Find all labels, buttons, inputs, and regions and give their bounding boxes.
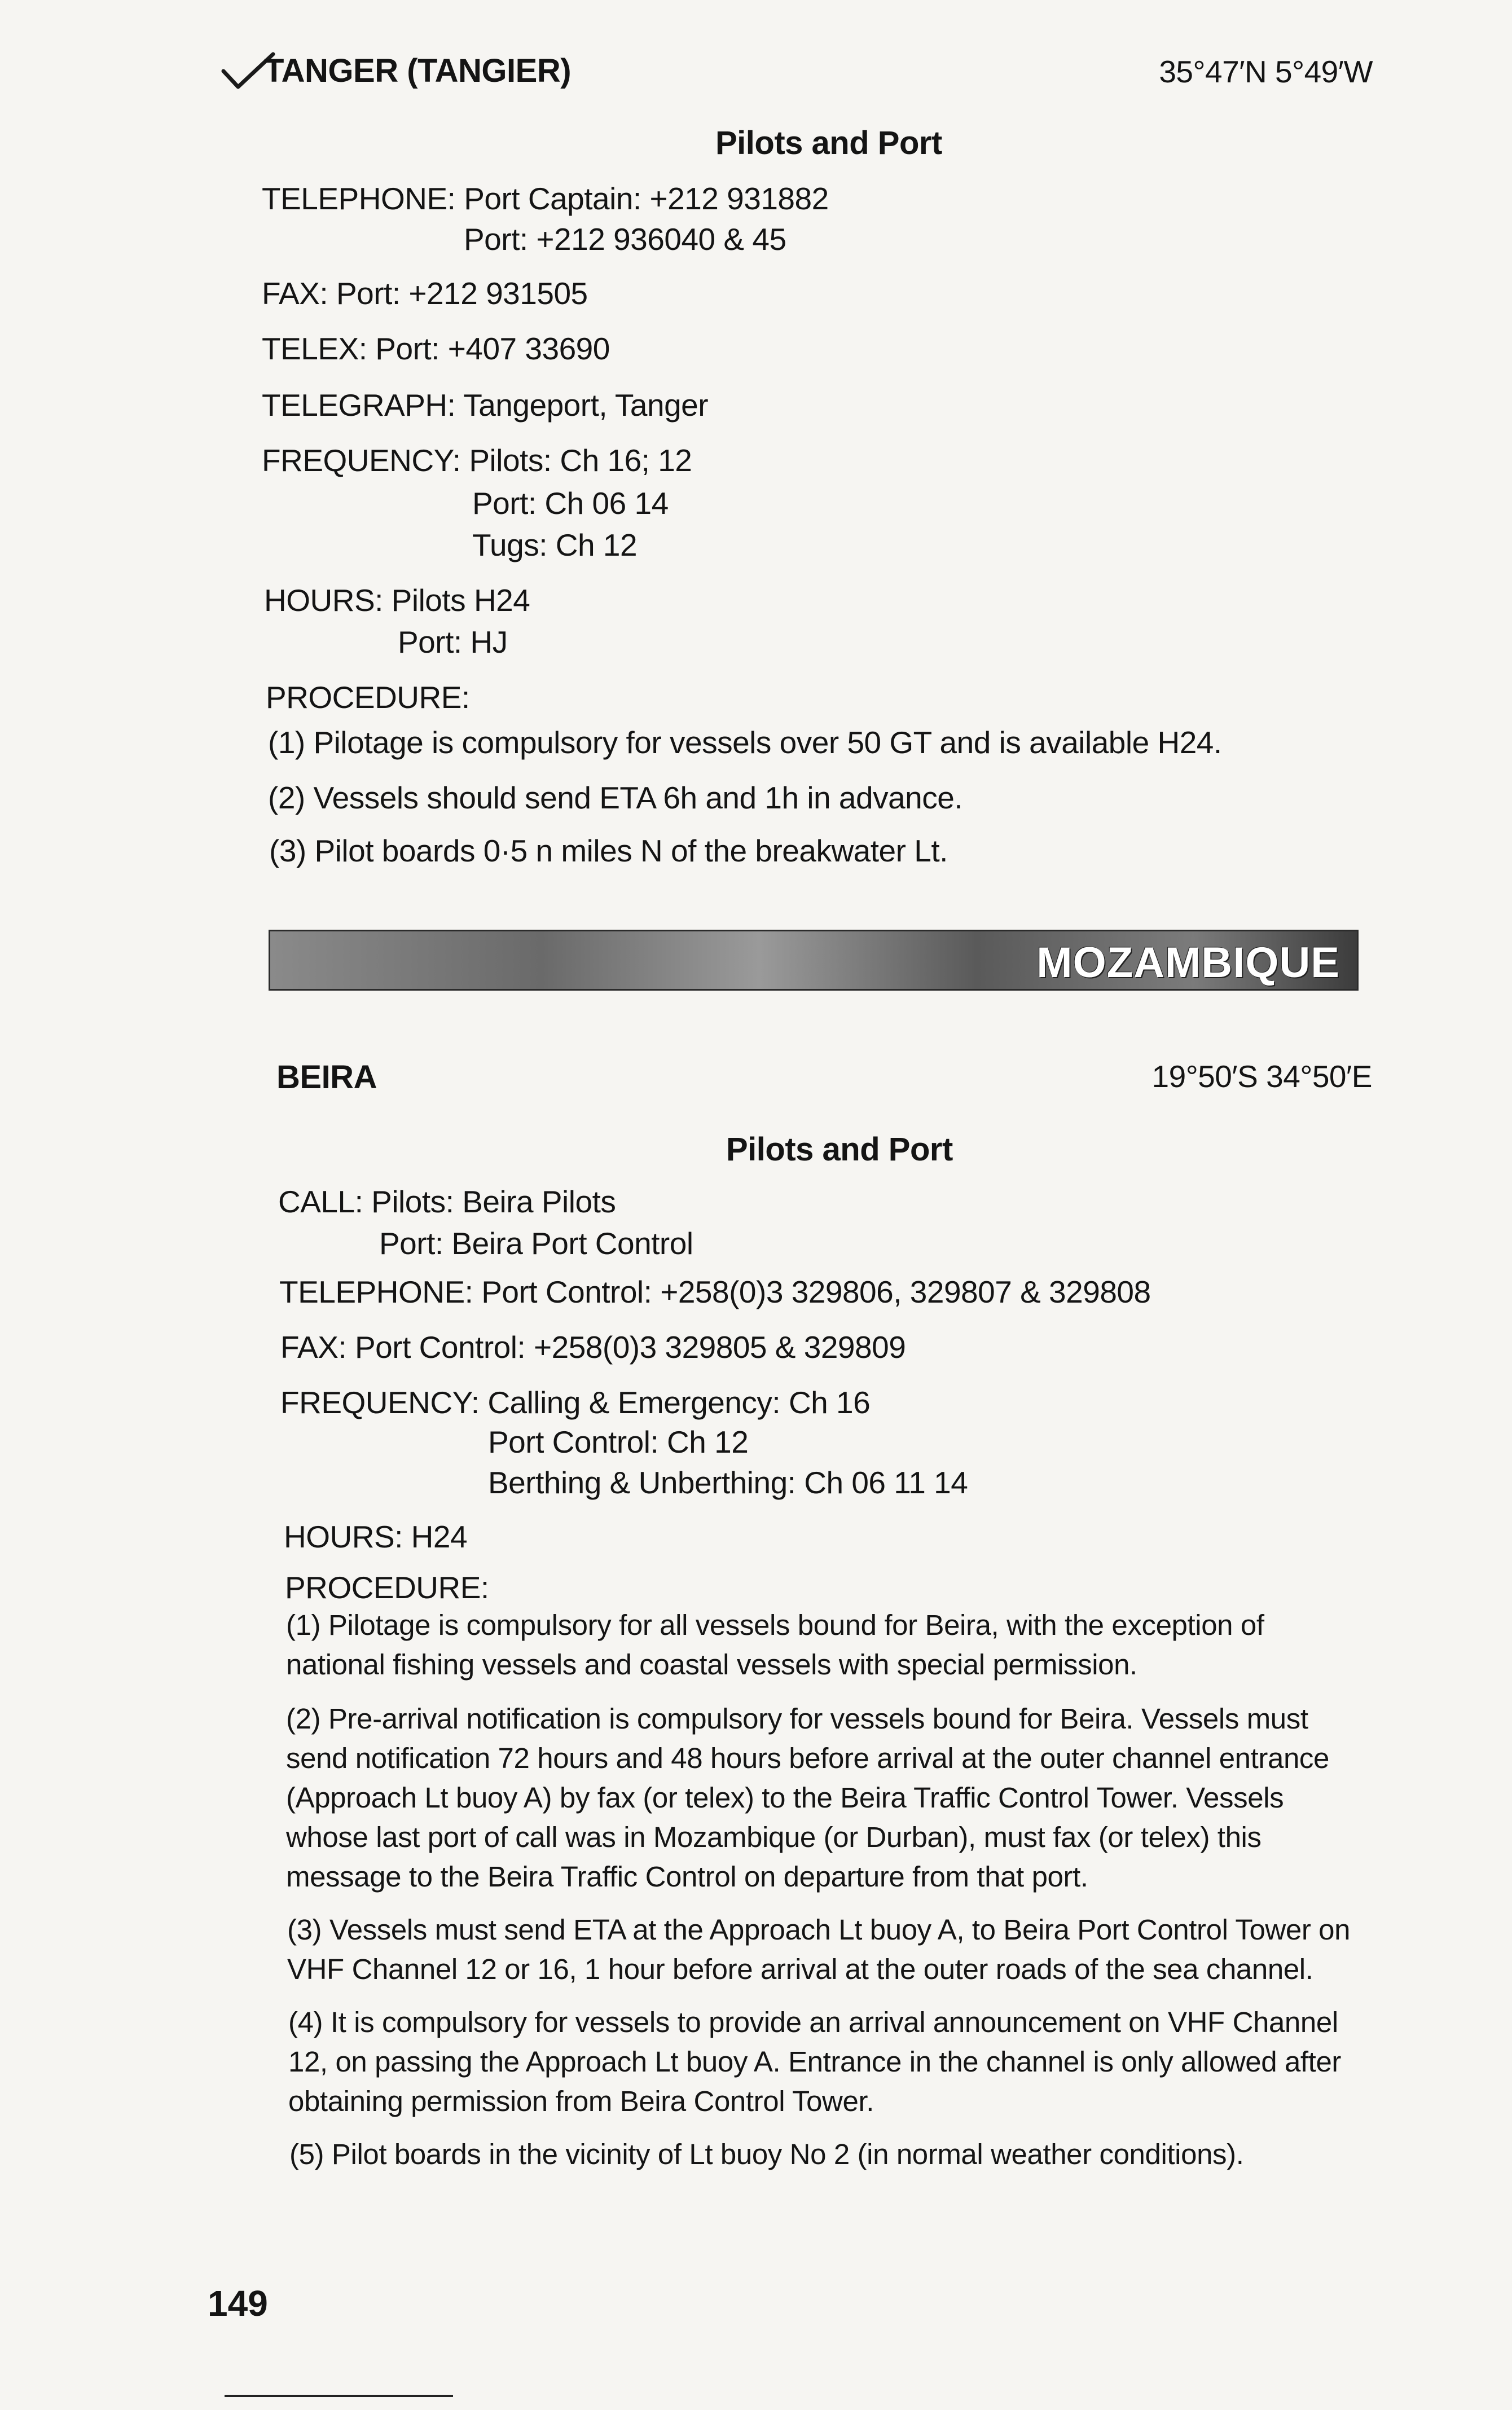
tanger-hours: HOURS: Pilots H24 xyxy=(264,583,530,618)
beira-frequency-berthing: Berthing & Unberthing: Ch 06 11 14 xyxy=(488,1465,968,1500)
beira-procedure-5: (5) Pilot boards in the vicinity of Lt buoy No 2 (in normal weather conditions). xyxy=(289,2138,1244,2170)
beira-procedure-1: (1) Pilotage is compulsory for all vessels bound for Beira, with the exception of national fishing vessels and coastal vessels with special permission. xyxy=(286,1609,1264,1681)
coordinates-tanger: 35°47′N 5°49′W xyxy=(1159,54,1373,89)
beira-hours: HOURS: H24 xyxy=(284,1519,468,1554)
tanger-telegraph: TELEGRAPH: Tangeport, Tanger xyxy=(262,388,709,423)
tanger-telephone: TELEPHONE: Port Captain: +212 931882 xyxy=(262,181,829,216)
country-banner xyxy=(269,930,1359,991)
section-heading-beira: Pilots and Port xyxy=(726,1131,953,1168)
tanger-frequency: FREQUENCY: Pilots: Ch 16; 12 xyxy=(262,443,692,478)
footer-rule xyxy=(225,2395,453,2397)
tanger-procedure-label: PROCEDURE: xyxy=(266,680,470,715)
country-name: MOZAMBIQUE xyxy=(1036,939,1340,987)
beira-call-port: Port: Beira Port Control xyxy=(379,1226,693,1261)
beira-procedure-2: (2) Pre-arrival notification is compulsory for vessels bound for Beira. Vessels must send notification 72 hours and 48 hours before arrival at the outer channel entrance (Approach Lt buoy A) by fax (or telex) to the Beira Traffic Control Tower. Vessels whose last port of call was in Mozambique (or Durban), must fax (or telex) this message to the Beira Traffic Control on departure from that port. xyxy=(286,1703,1329,1893)
beira-telephone: TELEPHONE: Port Control: +258(0)3 329806, 329807 & 329808 xyxy=(279,1274,1151,1309)
tanger-procedure-2: (2) Vessels should send ETA 6h and 1h in advance. xyxy=(268,780,963,815)
coordinates-beira: 19°50′S 34°50′E xyxy=(1151,1059,1372,1094)
beira-procedure-4: (4) It is compulsory for vessels to provide an arrival announcement on VHF Channel 12, on passing the Approach Lt buoy A. Entrance in the channel is only allowed after obtaining permission from Beira Control Tower. xyxy=(288,2006,1342,2117)
beira-fax: FAX: Port Control: +258(0)3 329805 & 329809 xyxy=(280,1330,906,1365)
tanger-frequency-tugs: Tugs: Ch 12 xyxy=(472,527,638,562)
port-title-beira: BEIRA xyxy=(276,1059,377,1096)
tanger-telephone-port: Port: +212 936040 & 45 xyxy=(464,222,786,257)
beira-frequency-port: Port Control: Ch 12 xyxy=(488,1424,749,1459)
beira-procedure-label: PROCEDURE: xyxy=(285,1570,489,1605)
port-title-tanger: TANGER (TANGIER) xyxy=(264,52,572,89)
tanger-hours-port: Port: HJ xyxy=(398,625,508,659)
tanger-procedure-3: (3) Pilot boards 0·5 n miles N of the breakwater Lt. xyxy=(269,833,948,868)
beira-call: CALL: Pilots: Beira Pilots xyxy=(278,1184,616,1219)
tanger-frequency-port: Port: Ch 06 14 xyxy=(472,486,669,521)
beira-frequency: FREQUENCY: Calling & Emergency: Ch 16 xyxy=(280,1385,871,1420)
page-number: 149 xyxy=(208,2283,268,2324)
tanger-procedure-1: (1) Pilotage is compulsory for vessels over 50 GT and is available H24. xyxy=(268,725,1222,760)
section-heading-tanger: Pilots and Port xyxy=(715,125,942,161)
tanger-fax: FAX: Port: +212 931505 xyxy=(262,276,588,311)
beira-procedure-3: (3) Vessels must send ETA at the Approach Lt buoy A, to Beira Port Control Tower on VHF Channel 12 or 16, 1 hour before arrival at the outer roads of the sea channel. xyxy=(287,1914,1351,1985)
tanger-telex: TELEX: Port: +407 33690 xyxy=(262,331,610,366)
